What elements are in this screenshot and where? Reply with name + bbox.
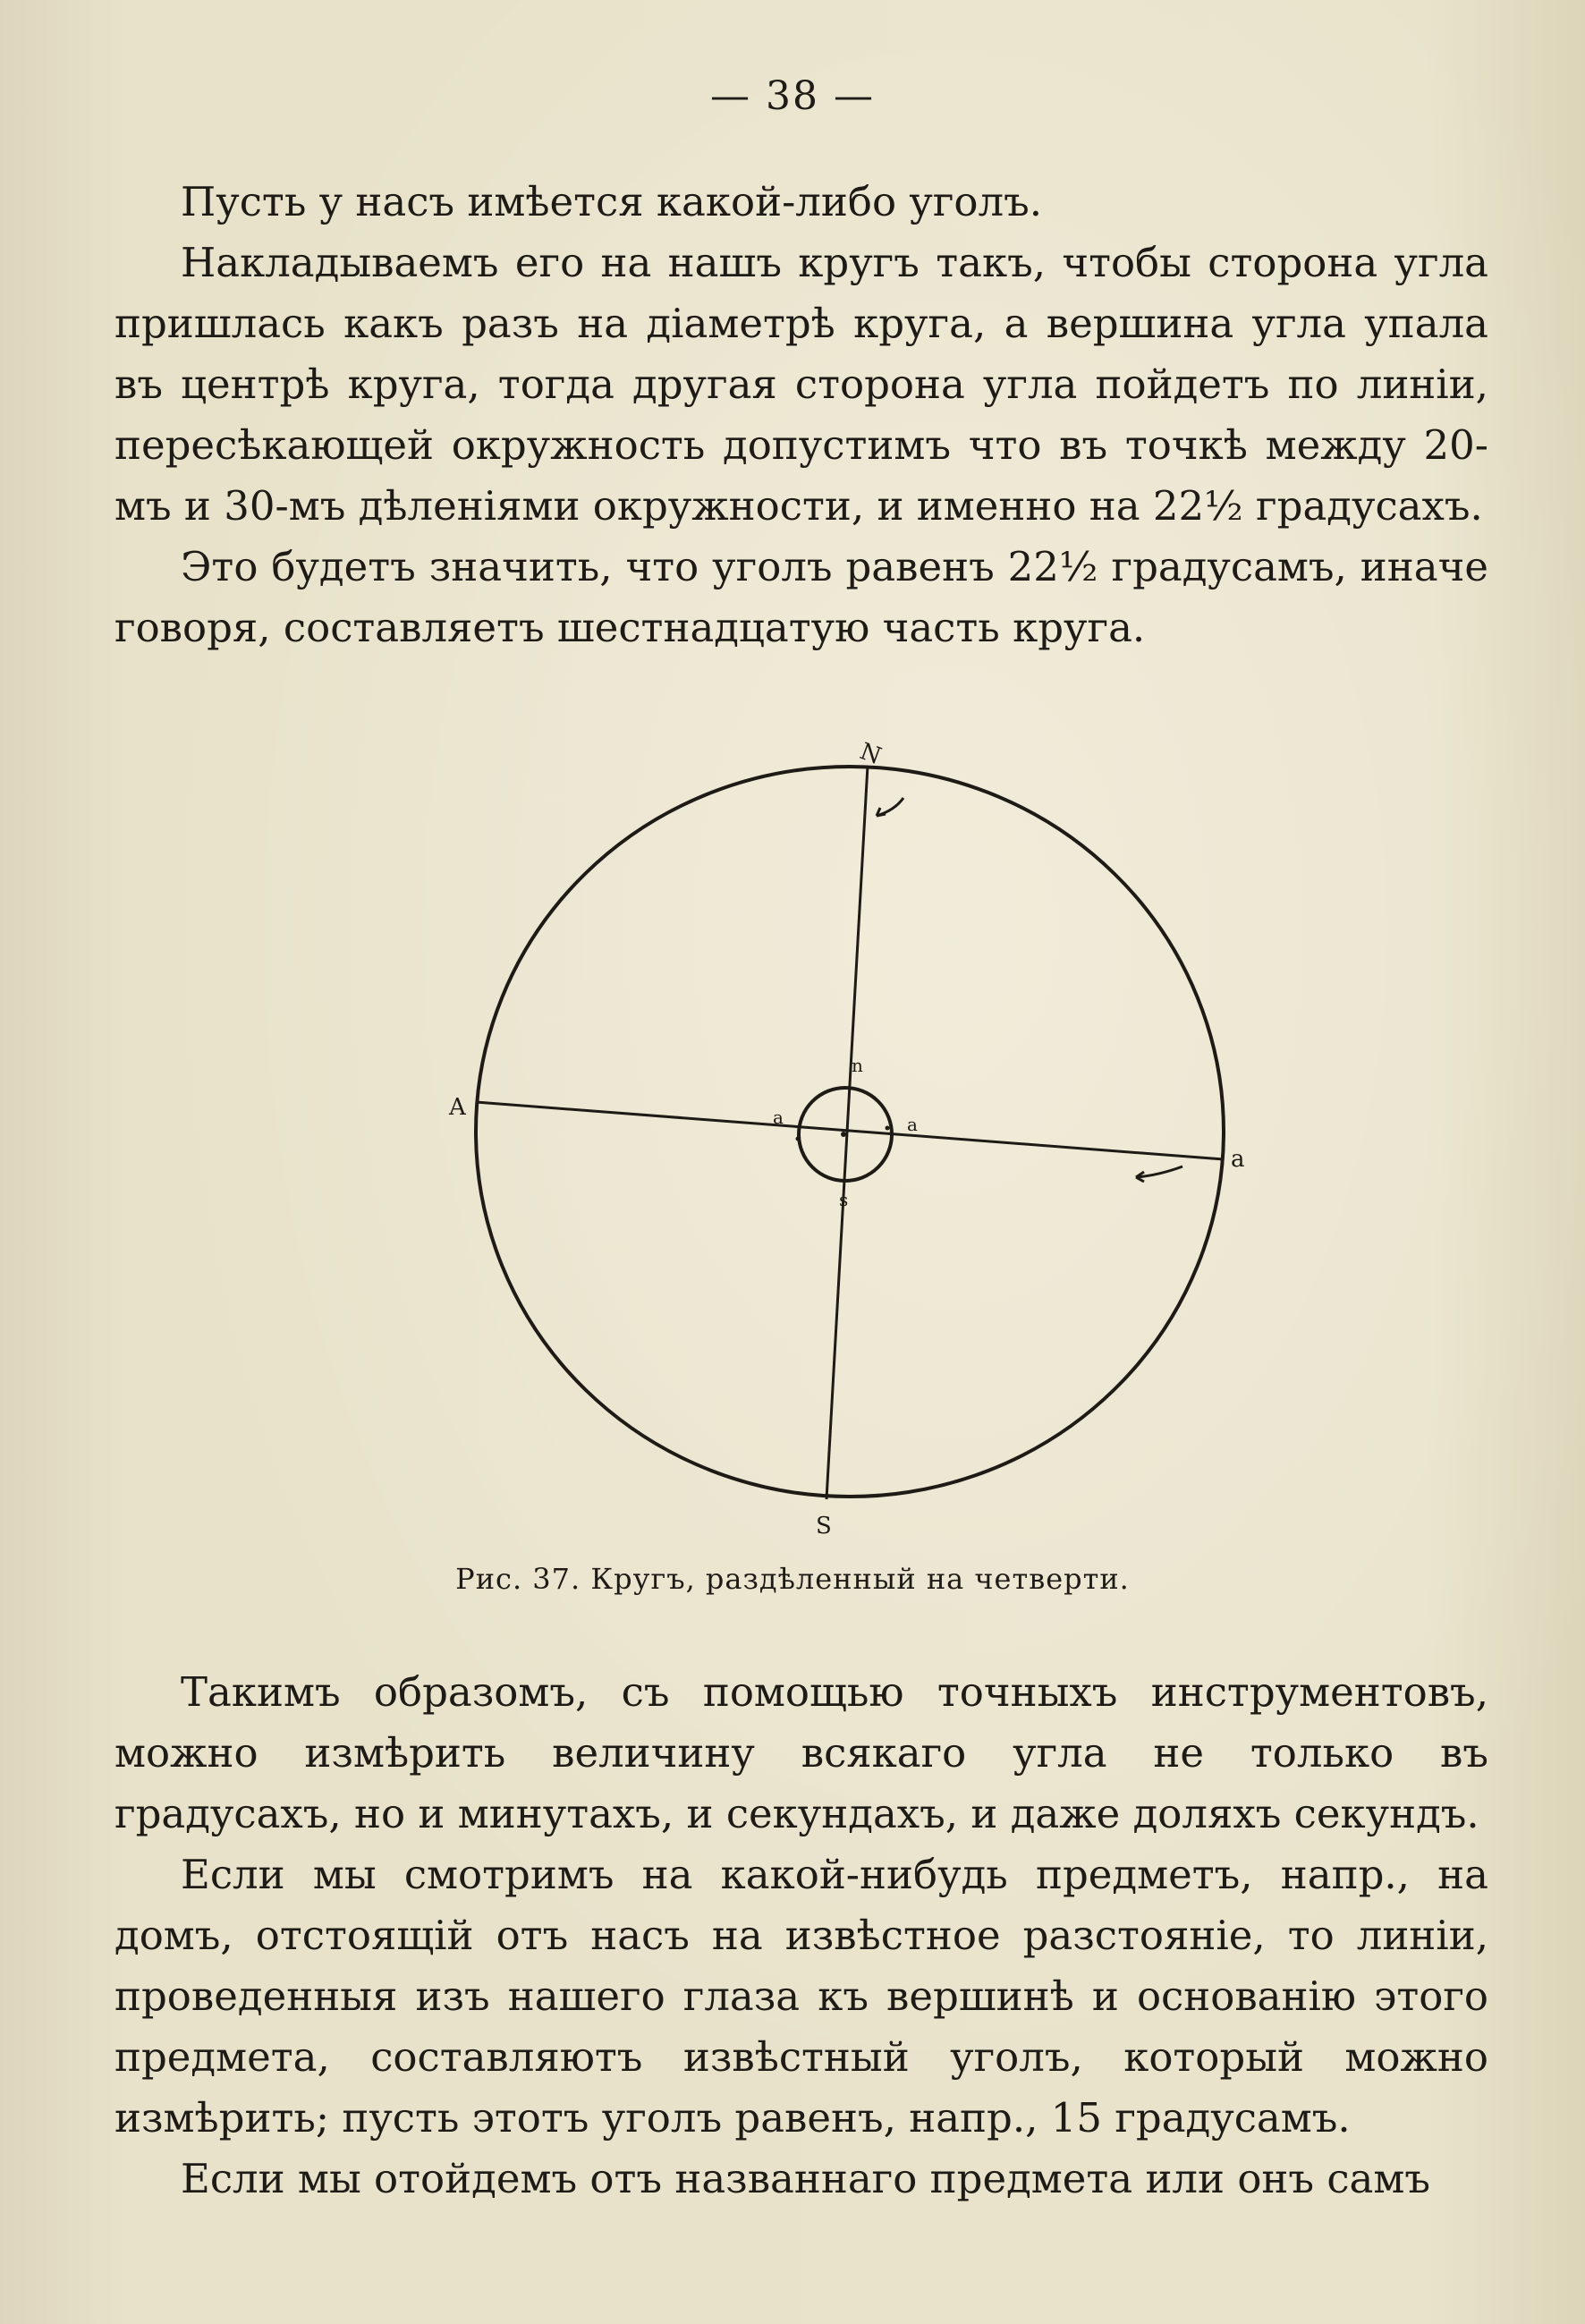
horizontal-diameter: [476, 1102, 1224, 1159]
paragraph: Если мы смотримъ на какой-нибудь предметъ, напр., на домъ, отстоящій отъ насъ на извѣстное разстояніе, то линіи, проведенныя изъ нашего глаза къ вершинѣ и основанію этого предмета, составляютъ извѣстный уголъ, который можно измѣрить; пусть этотъ уголъ равенъ, напр., 15 градусамъ.: [114, 1851, 1488, 2142]
arrow-mark-north: [877, 798, 903, 816]
paragraph: Пусть у насъ имѣется какой-либо уголъ.: [181, 178, 1043, 225]
bottom-text-block: [114, 1662, 1488, 2209]
paragraph: Накладываемъ его на нашъ кругъ такъ, чтобы сторона угла пришлась какъ разъ на діаметрѣ круга, а вершина угла упала въ центрѣ круга, тогда другая сторона угла пойдетъ по линіи, пересѣкающей окружность допустимъ что въ точкѣ между 20-мъ и 30-мъ дѣленіями окружности, и именно на 22½ градусахъ.: [114, 239, 1488, 530]
circle-divided-figure: [429, 734, 1270, 1539]
label-inner-bottom: s: [839, 1189, 849, 1210]
label-inner-right: a: [907, 1114, 918, 1135]
figure-caption: Рис. 37. Кругъ, раздѣленный на четверти.: [455, 1562, 1130, 1596]
label-inner-left: a: [773, 1107, 784, 1128]
page-number: — 38 —: [710, 73, 875, 119]
label-north: N: [856, 738, 885, 771]
label-west: A: [449, 1094, 466, 1121]
paragraph: Это будетъ значить, что уголъ равенъ 22½ градусамъ, иначе говоря, составляетъ шестнадцатую часть круга.: [114, 543, 1488, 651]
label-south: S: [816, 1513, 832, 1539]
paragraph: Если мы отойдемъ отъ названнаго предмета или онъ самъ: [181, 2155, 1430, 2202]
paragraph: Такимъ образомъ, съ помощью точныхъ инструментовъ, можно измѣрить величину всякаго угла не только въ градусахъ, но и минутахъ, и секундахъ, и даже доляхъ секундъ.: [114, 1668, 1488, 1837]
label-inner-top: n: [852, 1055, 863, 1076]
label-east: a: [1231, 1146, 1245, 1173]
top-text-block: [114, 172, 1488, 658]
